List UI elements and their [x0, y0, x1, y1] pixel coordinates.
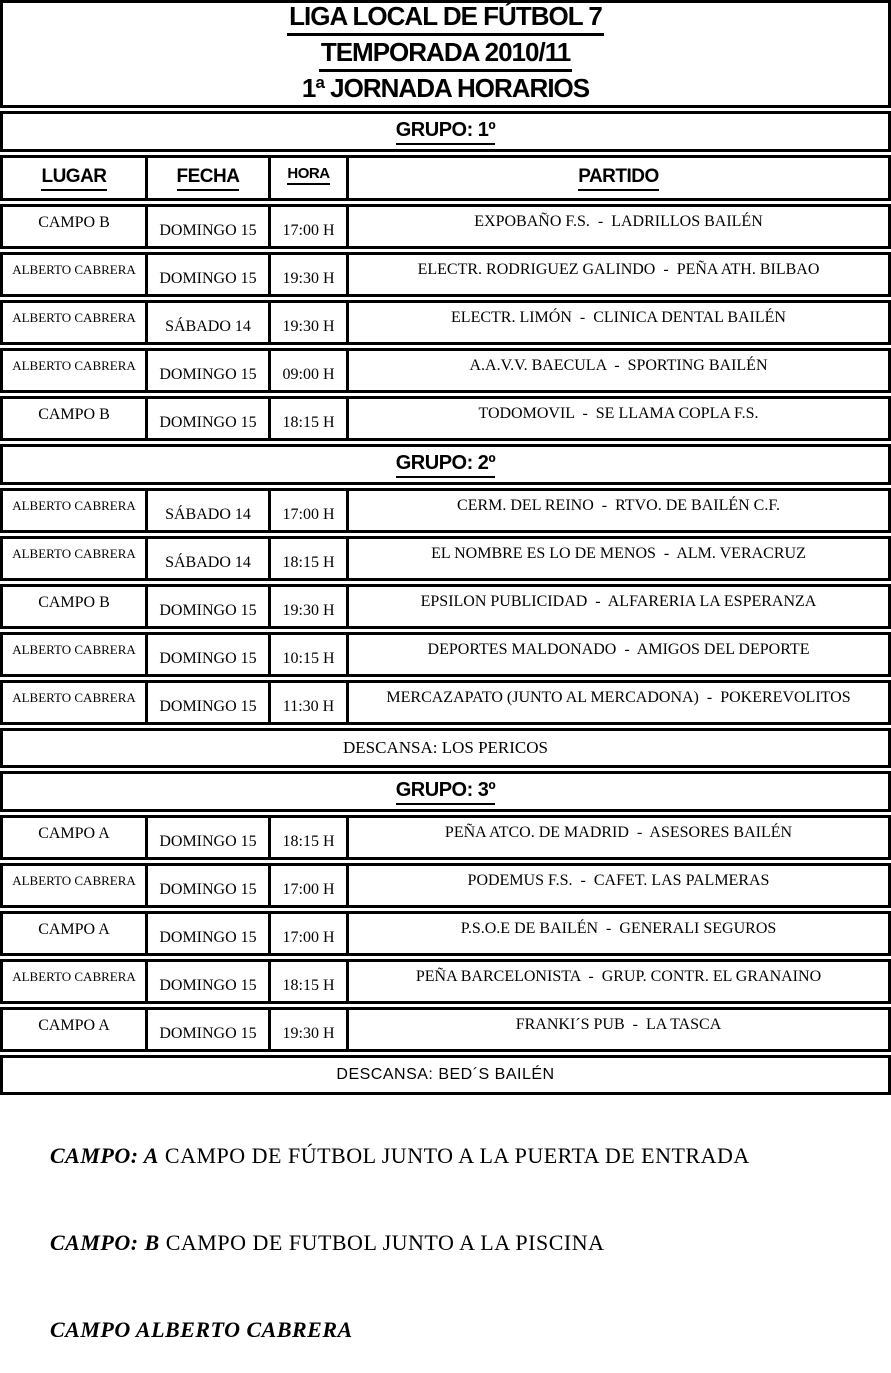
fecha-cell [148, 866, 271, 905]
lugar-cell [3, 255, 148, 294]
hora-cell [271, 635, 349, 674]
hora-cell [271, 683, 349, 722]
partido-cell [349, 683, 888, 722]
partido-cell [349, 491, 888, 530]
lugar-cell [3, 539, 148, 578]
title-line-league: LIGA LOCAL DE FÚTBOL 7 [287, 0, 604, 36]
title-line-season: TEMPORADA 2010/11 [319, 36, 572, 72]
column-header-fecha [148, 158, 271, 198]
fecha-cell [148, 635, 271, 674]
legend-line-campo-b [14, 1199, 891, 1286]
lugar-cell [3, 914, 148, 953]
lugar-cell [3, 1010, 148, 1049]
fecha-cell [148, 962, 271, 1001]
lugar-cell [3, 207, 148, 246]
hora-cell [271, 818, 349, 857]
fecha-cell [148, 539, 271, 578]
column-label: PARTIDO [578, 166, 659, 191]
fecha-cell [148, 303, 271, 342]
lugar-value: CAMPO A [38, 825, 110, 842]
group-header [0, 111, 891, 152]
hora-cell [271, 491, 349, 530]
lugar-cell [3, 399, 148, 438]
column-header-row [0, 155, 891, 201]
match-row [0, 584, 891, 629]
fecha-cell [148, 399, 271, 438]
lugar-value: ALBERTO CABRERA [12, 498, 136, 513]
lugar-value: ALBERTO CABRERA [12, 262, 136, 277]
match-row [0, 396, 891, 441]
partido-value: DEPORTES MALDONADO - AMIGOS DEL DEPORTE [427, 641, 810, 658]
partido-cell [349, 1010, 888, 1049]
partido-cell [349, 539, 888, 578]
partido-value: FRANKI´S PUB - LA TASCA [515, 1016, 722, 1033]
descansa-text: DESCANSA: BED´S BAILÉN [336, 1066, 555, 1083]
lugar-cell [3, 683, 148, 722]
fecha-value: DOMINGO 15 [159, 414, 257, 431]
column-label: LUGAR [41, 166, 106, 191]
lugar-cell [3, 303, 148, 342]
legend-campo-a-description: CAMPO DE FÚTBOL JUNTO A LA PUERTA DE ENTRADA [158, 1143, 750, 1168]
match-row [0, 536, 891, 581]
descansa-row [0, 1055, 891, 1095]
hora-value: 18:15 H [282, 554, 335, 571]
fecha-value: DOMINGO 15 [159, 222, 257, 239]
group-header [0, 771, 891, 812]
match-row [0, 488, 891, 533]
hora-cell [271, 207, 349, 246]
hora-cell [271, 1010, 349, 1049]
lugar-value: CAMPO A [38, 921, 110, 938]
partido-cell [349, 587, 888, 626]
groups-container [0, 111, 891, 1095]
hora-cell [271, 399, 349, 438]
fecha-cell [148, 914, 271, 953]
group-label: GRUPO: 1º [396, 119, 495, 145]
lugar-value: CAMPO B [38, 594, 110, 611]
fecha-cell [148, 587, 271, 626]
fecha-value: DOMINGO 15 [159, 650, 257, 667]
partido-cell [349, 255, 888, 294]
descansa-text: DESCANSA: LOS PERICOS [343, 738, 548, 757]
hora-cell [271, 866, 349, 905]
match-row [0, 252, 891, 297]
fecha-value: SÁBADO 14 [165, 506, 251, 523]
match-row [0, 204, 891, 249]
match-row [0, 680, 891, 725]
group-label: GRUPO: 3º [396, 779, 495, 805]
hora-cell [271, 303, 349, 342]
fecha-value: DOMINGO 15 [159, 698, 257, 715]
partido-value: A.A.V.V. BAECULA - SPORTING BAILÉN [469, 357, 768, 374]
hora-value: 19:30 H [282, 270, 335, 287]
partido-value: PEÑA BARCELONISTA - GRUP. CONTR. EL GRANAINO [415, 968, 822, 985]
fecha-value: DOMINGO 15 [159, 1025, 257, 1042]
field-legend [14, 1112, 891, 1373]
lugar-cell [3, 818, 148, 857]
group-label: GRUPO: 2º [396, 452, 495, 478]
partido-value: TODOMOVIL - SE LLAMA COPLA F.S. [478, 405, 759, 422]
lugar-value: CAMPO A [38, 1017, 110, 1034]
document-title [0, 0, 891, 108]
hora-value: 18:15 H [282, 414, 335, 431]
legend-campo-b-label: CAMPO: B [50, 1230, 160, 1255]
partido-cell [349, 818, 888, 857]
partido-cell [349, 303, 888, 342]
hora-value: 17:00 H [282, 506, 335, 523]
lugar-value: ALBERTO CABRERA [12, 969, 136, 984]
lugar-value: CAMPO B [38, 406, 110, 423]
group-rows [0, 204, 891, 441]
lugar-cell [3, 962, 148, 1001]
hora-value: 09:00 H [282, 366, 335, 383]
match-row [0, 348, 891, 393]
fecha-value: SÁBADO 14 [165, 554, 251, 571]
lugar-cell [3, 587, 148, 626]
partido-value: EPSILON PUBLICIDAD - ALFARERIA LA ESPERANZA [420, 593, 817, 610]
hora-value: 10:15 H [282, 650, 335, 667]
hora-cell [271, 255, 349, 294]
fecha-cell [148, 1010, 271, 1049]
hora-cell [271, 914, 349, 953]
lugar-value: ALBERTO CABRERA [12, 310, 136, 325]
fecha-value: DOMINGO 15 [159, 929, 257, 946]
lugar-value: ALBERTO CABRERA [12, 873, 136, 888]
partido-value: CERM. DEL REINO - RTVO. DE BAILÉN C.F. [457, 497, 780, 514]
partido-cell [349, 207, 888, 246]
partido-value: EL NOMBRE ES LO DE MENOS - ALM. VERACRUZ [431, 545, 806, 562]
partido-value: ELECTR. RODRIGUEZ GALINDO - PEÑA ATH. BILBAO [417, 261, 820, 278]
partido-value: ELECTR. LIMÓN - CLINICA DENTAL BAILÉN [451, 309, 786, 326]
hora-cell [271, 539, 349, 578]
lugar-cell [3, 351, 148, 390]
descansa-row [0, 728, 891, 768]
match-row [0, 1007, 891, 1052]
fecha-value: DOMINGO 15 [159, 881, 257, 898]
lugar-value: CAMPO B [38, 214, 110, 231]
column-header-hora [271, 158, 349, 198]
fecha-cell [148, 207, 271, 246]
fecha-cell [148, 351, 271, 390]
lugar-cell [3, 491, 148, 530]
hora-value: 17:00 H [282, 881, 335, 898]
hora-value: 17:00 H [282, 929, 335, 946]
hora-cell [271, 351, 349, 390]
partido-cell [349, 351, 888, 390]
lugar-cell [3, 635, 148, 674]
fecha-cell [148, 818, 271, 857]
hora-value: 19:30 H [282, 602, 335, 619]
hora-cell [271, 587, 349, 626]
legend-line-campo-alberto-cabrera [14, 1286, 891, 1373]
column-label: FECHA [177, 166, 240, 191]
partido-cell [349, 399, 888, 438]
lugar-value: ALBERTO CABRERA [12, 690, 136, 705]
fecha-value: DOMINGO 15 [159, 602, 257, 619]
partido-value: P.S.O.E DE BAILÉN - GENERALI SEGUROS [460, 920, 777, 937]
fecha-value: DOMINGO 15 [159, 977, 257, 994]
group-rows [0, 815, 891, 1052]
column-label: HORA [287, 165, 329, 185]
match-row [0, 815, 891, 860]
hora-value: 17:00 H [282, 222, 335, 239]
fecha-value: DOMINGO 15 [159, 833, 257, 850]
hora-value: 18:15 H [282, 833, 335, 850]
fecha-cell [148, 255, 271, 294]
fecha-cell [148, 683, 271, 722]
partido-value: EXPOBAÑO F.S. - LADRILLOS BAILÉN [474, 213, 763, 230]
hora-value: 19:30 H [282, 1025, 335, 1042]
title-line-matchday: 1ª JORNADA HORARIOS [300, 72, 591, 108]
group-section [0, 111, 891, 441]
partido-value: PODEMUS F.S. - CAFET. LAS PALMERAS [467, 872, 770, 889]
legend-campo-a-label: CAMPO: A [50, 1143, 159, 1168]
partido-cell [349, 962, 888, 1001]
fecha-value: DOMINGO 15 [159, 270, 257, 287]
partido-value: PEÑA ATCO. DE MADRID - ASESORES BAILÉN [444, 824, 793, 841]
column-header-partido [349, 158, 888, 198]
lugar-value: ALBERTO CABRERA [12, 358, 136, 373]
group-section [0, 444, 891, 768]
match-row [0, 863, 891, 908]
hora-value: 19:30 H [282, 318, 335, 335]
hora-value: 18:15 H [282, 977, 335, 994]
match-row [0, 632, 891, 677]
match-row [0, 911, 891, 956]
partido-cell [349, 635, 888, 674]
legend-campo-alberto-cabrera-label: CAMPO ALBERTO CABRERA [50, 1317, 353, 1342]
fecha-value: SÁBADO 14 [165, 318, 251, 335]
lugar-value: ALBERTO CABRERA [12, 642, 136, 657]
fecha-cell [148, 491, 271, 530]
fecha-value: DOMINGO 15 [159, 366, 257, 383]
legend-campo-b-description: CAMPO DE FUTBOL JUNTO A LA PISCINA [159, 1230, 605, 1255]
match-row [0, 959, 891, 1004]
match-row [0, 300, 891, 345]
group-section [0, 771, 891, 1095]
legend-line-campo-a [14, 1112, 891, 1199]
partido-cell [349, 866, 888, 905]
column-header-lugar [3, 158, 148, 198]
lugar-value: ALBERTO CABRERA [12, 546, 136, 561]
group-header [0, 444, 891, 485]
hora-cell [271, 962, 349, 1001]
partido-cell [349, 914, 888, 953]
hora-value: 11:30 H [282, 698, 335, 715]
lugar-cell [3, 866, 148, 905]
group-rows [0, 488, 891, 725]
partido-value: MERCAZAPATO (JUNTO AL MERCADONA) - POKEREVOLITOS [386, 689, 851, 706]
